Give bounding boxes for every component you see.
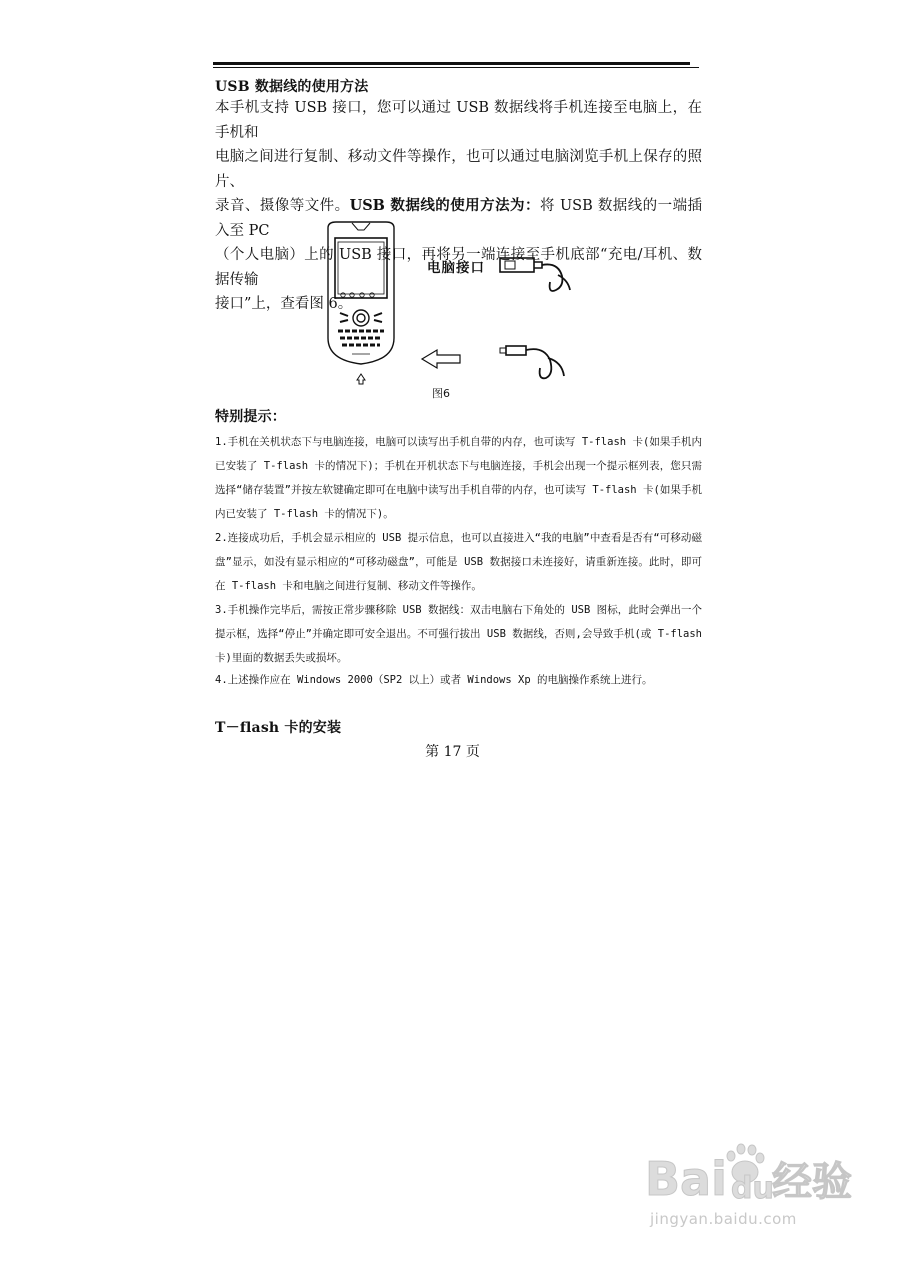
usb-connection-figure (322, 218, 584, 400)
tips-title: 特别提示： (215, 409, 286, 425)
tip-3: 3.手机操作完毕后，需按正常步骤移除 USB 数据线：双击电脑右下角处的 USB 图标，此时会弹出一个提示框，选择“停止”并确定即可安全退出。不可强行拔出 USB 数据线，否则,会导致手机(或 T-flash 卡)里面的数据丢失或损坏。 (215, 604, 702, 664)
figure-caption: 图6 (432, 387, 450, 400)
usb-plug-phone (500, 346, 564, 378)
svg-text:经验: 经验 (772, 1159, 852, 1205)
baidu-logo (645, 1140, 860, 1210)
svg-text:Bai: Bai (645, 1152, 727, 1206)
page-number: 第 17 页 (425, 744, 480, 760)
usb-plug-pc (500, 258, 570, 291)
usb-text-4: 将 USB 数据线的一端插入至 PC (215, 198, 703, 239)
usb-text-5: （个人电脑）上的 USB 接口，再将另一端连接至手机底部“充电/耳机、数据传输 (215, 247, 702, 288)
usb-text-2: 电脑之间进行复制、移动文件等操作，也可以通过电脑浏览手机上保存的照片、 (215, 149, 702, 190)
section-title-tflash: T－flash 卡的安装 (215, 720, 342, 736)
tip-2: 2.连接成功后，手机会显示相应的 USB 提示信息，也可以直接进入“我的电脑”中查看是否有“可移动磁盘”显示，如没有显示相应的“可移动磁盘”，可能是 USB 数据接口未连接好，请重新连接。此时，即可在 T-flash 卡和电脑之间进行复制、移动文件等操作。 (215, 532, 702, 592)
usb-text-3: 录音、摄像等文件。 (215, 198, 350, 214)
phone-arrow (357, 374, 365, 384)
pc-port-label: 电脑接口 (427, 260, 485, 276)
tip-4: 4.上述操作应在 Windows 2000（SP2 以上）或者 Windows Xp 的电脑操作系统上进行。 (215, 674, 653, 686)
watermark-url: jingyan.baidu.com (650, 1210, 797, 1228)
header-rule (213, 62, 690, 65)
tip-1: 1.手机在关机状态下与电脑连接，电脑可以读写出手机自带的内存，也可读写 T-flash 卡(如果手机内已安装了 T-flash 卡的情况下)；手机在开机状态下与电脑连接，手机会出现一个提示框列表，您只需选择“储存装置”并按左软键确定即可在电脑中读写出手机自带的内存，也可读写 T-flash 卡(如果手机内已安装了 T-flash 卡的情况下)。 (215, 436, 702, 520)
section-title-usb: USB 数据线的使用方法 (215, 79, 369, 95)
usb-text-1: 本手机支持 USB 接口，您可以通过 USB 数据线将手机连接至电脑上，在手机和 (215, 100, 702, 141)
header-rule-thin (213, 67, 699, 68)
phone-illustration (328, 222, 394, 364)
svg-text:du: du (731, 1171, 774, 1206)
usb-method-label: USB 数据线的使用方法为： (349, 197, 540, 214)
usb-text-6: 接口”上，查看图 6。 (215, 296, 353, 312)
left-arrow (422, 350, 460, 368)
